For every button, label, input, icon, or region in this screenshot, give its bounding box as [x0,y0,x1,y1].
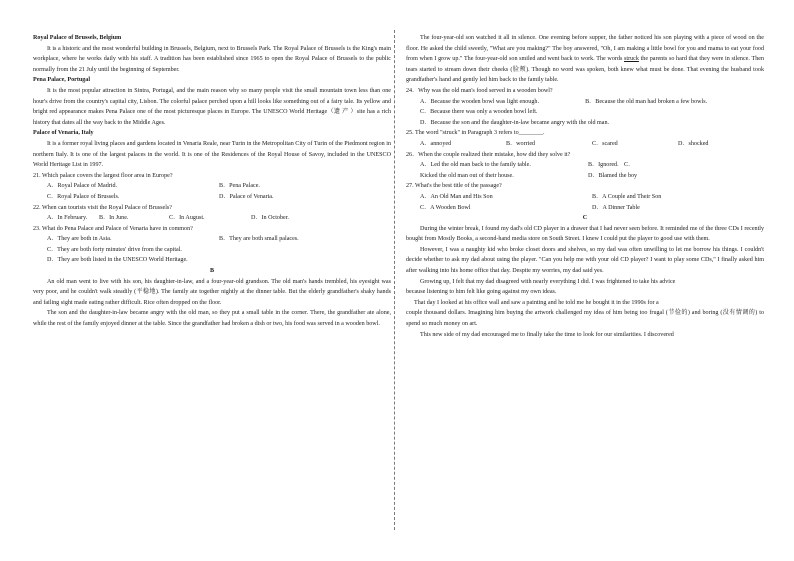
paragraph: The son and the daughter-in-law became angry with the old man, so they put a small table in the corner. There, the grandfather ate alone, while the rest of the family enjoyed dinner at the table. Since the grandfather had broken a dish or two, his food was served in a wooden bowl. [33,310,391,328]
option: C． [624,162,635,169]
options-25 [406,139,764,150]
question-26: 26．When the couple realized their mistake, how did they solve it? [406,151,571,158]
options-26 [406,160,764,171]
paragraph [406,33,764,86]
option: D．shocked [678,140,709,147]
options-23 [33,234,391,245]
text: the parents so hard that they were in silence. Then tears started to stream down their cheeks (脸颊). Though no word was spoken, both knew what must be done. That evening the husband took grandfather's hand and gently led him back to the family table. [406,56,764,84]
option: A．Led the old man back to the family table. [420,162,531,169]
option: C．They are both forty minutes' drive from the capital. [47,246,182,253]
options-22 [33,213,391,224]
option: A．An Old Man and His Son [420,193,493,200]
option: A．Royal Palace of Madrid. [47,183,118,190]
option: B．In June. [99,215,129,222]
paragraph-line: because listening to him felt like going against my own ideas. [406,289,557,296]
section-title: Pena Palace, Portugal [33,77,91,84]
paragraph: Growing up, I felt that my dad disagreed with nearly everything I did. I was frightened to take his advice [420,278,676,285]
paragraph: This new side of my dad encouraged me to finally take the time to look for our similarities. I discovered [420,331,674,338]
paragraph: That day I looked at his office wall and saw a painting and he told me he bought it in the 1990s for a [414,299,659,306]
option: Kicked the old man out of their house. [420,172,514,179]
paragraph: It is a historic and the most wonderful building in Brussels, Belgium, next to Brussels Park. The Royal Palace of Brussels is the King's main workplace, where he works daily with his staff. A tradition has been established since 1965 to open the Royal Palace of Brussels to the public normally from the 21 July until the beginning of September. [33,45,391,73]
option: B．Ignored. [588,162,619,169]
question-22: 22. When can tourists visit the Royal Palace of Brussels? [33,204,173,211]
paragraph: It is a former royal living places and gardens located in Venaria Reale, near Turin in the Metropolitan City of Turin of the Piedmont region in northern Italy. It is one of the largest palaces in the world. It is one of the Residences of the Royal House of Savoy, included in the UNESCO World Heritage List in 1997. [33,140,391,169]
option: D．Because the son and the daughter-in-law became angry with the old man. [420,119,610,126]
option: B．Because the old man had broken a few bowls. [585,98,708,105]
options-21 [33,181,391,192]
option: D．They are both listed in the UNESCO World Heritage. [47,257,188,264]
column-divider [394,30,395,530]
left-column [33,33,391,330]
option: C．Royal Palace of Brussels. [47,193,120,200]
passage-label: B [209,268,215,275]
passage-label: C [582,215,588,222]
question-27: 27. What's the best title of the passage? [406,183,502,190]
option: B．worried [506,140,536,147]
option: C．In August. [169,215,205,222]
option: D．In October. [251,215,289,222]
paragraph: It is the most popular attraction in Sintra, Portugal, and the main reason why so many people visit the small mountain town less than one hour's drive from the country's capital city, Lisbon. The colorful palace perched upon a hill looks like something out of a fairy tale. Its yellow and bright red appearance makes Pena Palace one of the most picturesque places in Europe. The UNESCO World Heritage（遗 产 ）site has a rich history that dates all the way back to the Middle Ages. [33,87,391,126]
option: D．Palace of Venaria. [219,193,274,200]
option: C．Because there was only a wooden bowl left. [420,109,538,116]
option: A．Because the wooden bowl was light enough. [420,98,539,105]
options-21 [33,192,391,203]
paragraph-line: couple thousand dollars. Imagining him buying the artwork challenged my idea of him being too frugal (节俭的) and boring (没有情调的) to spend so much money on art. [406,310,764,328]
options-27 [406,203,764,214]
question-23: 23. What do Pena Palace and Palace of Venaria have in common? [33,225,193,232]
option: C．scared [592,140,618,147]
underlined-word: struck [624,56,639,63]
option: D．Blamed the boy [588,172,638,179]
option: A．They are both in Asia. [47,236,112,243]
right-column [406,33,764,340]
paragraph: An old man went to live with his son, his daughter-in-law, and a four-year-old grandson. The old man's hands trembled, his eyesight was very poor, and he couldn't walk steadily (平稳地). The family ate together nightly at the dinner table. But the elderly grandfather's shaky hands and failing sight made eating rather difficult. Rice often dropped on the floor. [33,278,391,306]
option: B．A Couple and Their Son [592,193,662,200]
option: D．A Dinner Table [592,204,640,211]
option: A．In February. [47,215,88,222]
option: B．Pena Palace. [219,183,260,190]
option: C．A Wooden Bowl [420,204,471,211]
section-title: Royal Palace of Brussels, Belgium [33,35,122,41]
question-24: 24．Why was the old man's food served in a wooden bowl? [406,87,553,94]
question-25: 25. The word "struck" in Paragraph 3 refers to________. [406,130,545,137]
paragraph: However, I was a naughty kid who broke closet doors and shelves, so my dad was often unwilling to let me borrow his things. I couldn't decide whether to ask my dad about using the player. "Can you help me with your old CD player? I want to play some CDs," I finally asked him after walking into his home office that day. Despite my worries, my dad said yes. [406,246,764,275]
options-26 [406,171,764,182]
paragraph: During the winter break, I found my dad's old CD player in a drawer that I had never seen before. It reminded me of the three CDs I recently bought from Mostly Books, a second-hand media store on South Street. I knew I could put the player to good use with them. [406,225,764,243]
question-21: 21. Which palace covers the largest floor area in Europe? [33,172,173,179]
text: The four-year-old son watched it all in silence. One evening before supper, the father noticed his son playing with a piece of wood on the floor. He asked the child sweetly, "What are you making?" The boy answered, "Oh, I am making a little bowl for you and mama to eat your food from when I grow up." The four-year-old son smiled and went back to work. The words [406,35,764,63]
options-24 [406,97,764,108]
option: B．They are both small palaces. [219,236,299,243]
options-27 [406,192,764,203]
section-title: Palace of Venaria, Italy [33,130,94,137]
option: A．annoyed [420,140,452,147]
